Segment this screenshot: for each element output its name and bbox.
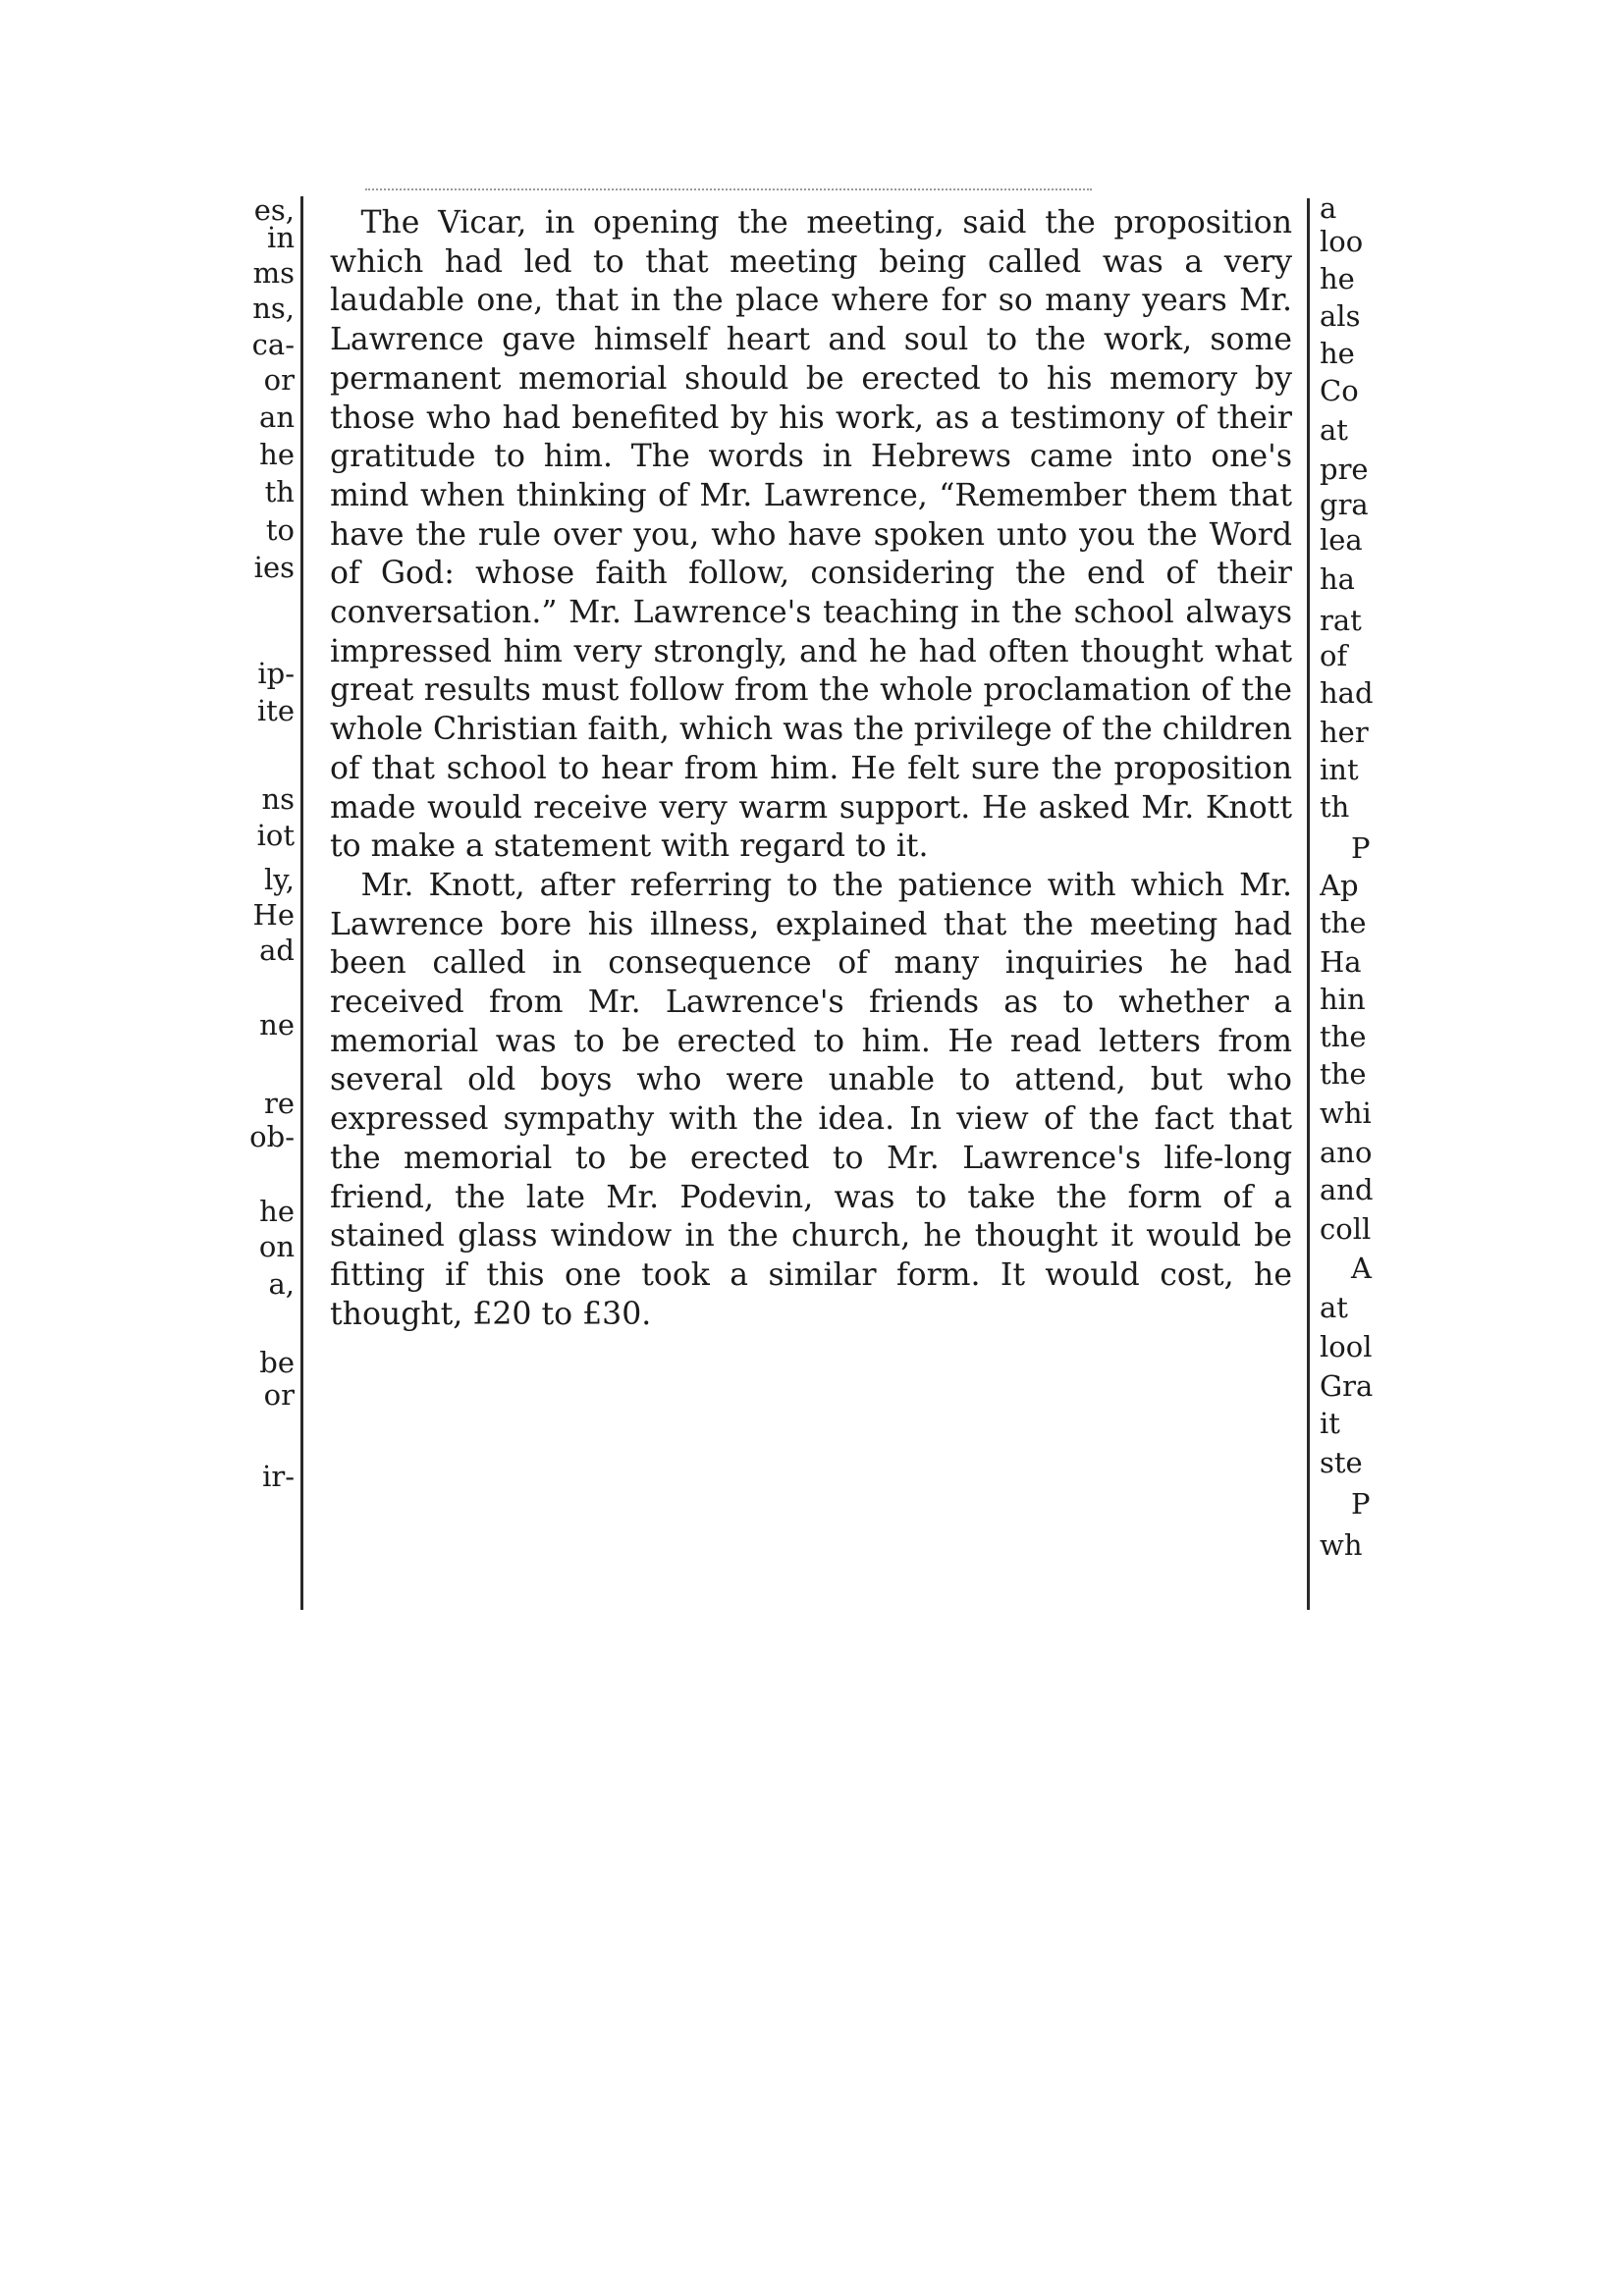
left-fragment-text: ne <box>259 1008 295 1041</box>
right-fragment-text: Gra <box>1320 1369 1374 1403</box>
left-fragment-text: ca- <box>251 328 295 361</box>
article-paragraph: The Vicar, in opening the meeting, said the proposition which had led to that meeting being called was a very laudable one, that in the place where for so many years Mr. Lawrence gave himself heart and soul to the work, some permanent memorial should be erected to his memory by those who had benefited by his work, as a testimony of their gratitude to him. The words in Hebrews came into one's mind when thinking of Mr. Lawrence, “Remember them that have the rule over you, who have spoken unto you the Word of God: whose faith follow, considering the end of their conversation.” Mr. Lawrence's teaching in the school always impressed him very strongly, and he had often thought what great results must follow from the whole proclamation of the whole Christian faith, which was the privilege of the children of that school to hear from him. He felt sure the proposition made would receive very warm support. He asked Mr. Knott to make a statement with regard to it. <box>330 205 1292 865</box>
right-fragment-text: ha <box>1320 562 1355 596</box>
right-fragment-text: whi <box>1320 1096 1372 1130</box>
right-fragment-text: at <box>1320 1291 1348 1324</box>
right-fragment-text: Co <box>1320 374 1359 407</box>
right-fragment-text: lea <box>1320 523 1363 557</box>
left-fragment-text: re <box>263 1087 295 1120</box>
left-fragment-text: es, <box>253 193 295 227</box>
right-fragment-text: ano <box>1320 1136 1373 1169</box>
right-fragment-text: pre <box>1320 453 1369 486</box>
left-fragment-text: or <box>263 1378 295 1412</box>
column-rule-right <box>1307 198 1310 1610</box>
left-fragment-text: he <box>259 438 295 471</box>
article-paragraph: Mr. Knott, after referring to the patience with which Mr. Lawrence bore his illness, explained that the meeting had been called in consequence of many inquiries he had received from Mr. Lawrence's friends as to whether a memorial was to be erected to him. He read letters from several old boys who were unable to attend, but who expressed sympathy with the idea. In view of the fact that the memorial to be erected to Mr. Lawrence's life-long friend, the late Mr. Podevin, was to take the form of a stained glass window in the church, he thought it would be fitting if this one took a similar form. It would cost, he thought, £20 to £30. <box>330 867 1292 1332</box>
left-fragment-text: to <box>265 513 295 547</box>
right-fragment-text: it <box>1320 1407 1340 1440</box>
right-fragment-text: A <box>1351 1252 1372 1285</box>
right-fragment-text: had <box>1320 676 1374 710</box>
right-fragment-text: loo <box>1320 225 1364 258</box>
left-fragment-text: be <box>259 1346 295 1379</box>
left-fragment-text: ns <box>261 782 295 816</box>
right-fragment-text: he <box>1320 337 1355 370</box>
right-fragment-text: wh <box>1320 1528 1363 1562</box>
left-fragment-text: ir- <box>262 1460 295 1493</box>
left-fragment-text: ies <box>253 551 295 584</box>
left-fragment-text: He <box>252 898 295 932</box>
top-edge-specks <box>365 188 1092 196</box>
left-fragment-text: ob- <box>249 1120 295 1153</box>
left-fragment-text: ns, <box>252 292 295 325</box>
right-fragment-text: of <box>1320 639 1348 672</box>
right-fragment-text: P <box>1351 831 1371 865</box>
left-fragment-text: in <box>267 221 295 254</box>
left-fragment-text: iot <box>256 819 295 852</box>
left-fragment-text: ite <box>256 694 295 727</box>
right-fragment-text: at <box>1320 413 1348 447</box>
right-fragment-text: hin <box>1320 983 1366 1016</box>
right-fragment-text: coll <box>1320 1212 1372 1246</box>
right-fragment-text: Ap <box>1320 869 1359 902</box>
right-fragment-text: int <box>1320 753 1359 786</box>
article-body <box>330 204 1292 1334</box>
right-fragment-text: als <box>1320 299 1361 333</box>
left-fragment-text: th <box>264 475 295 508</box>
left-fragment-text: on <box>258 1230 295 1263</box>
right-fragment-text: and <box>1320 1173 1374 1206</box>
left-fragment-text: he <box>259 1195 295 1228</box>
right-column-fragment <box>1320 187 1394 1615</box>
left-fragment-text: ly, <box>263 863 295 896</box>
right-fragment-text: the <box>1320 906 1367 939</box>
right-fragment-text: her <box>1320 716 1369 749</box>
left-fragment-text: or <box>263 363 295 397</box>
right-fragment-text: ste <box>1320 1446 1363 1479</box>
right-fragment-text: he <box>1320 262 1355 295</box>
right-fragment-text: rat <box>1320 604 1362 637</box>
right-fragment-text: lool <box>1320 1330 1373 1363</box>
left-fragment-text: a, <box>268 1267 295 1301</box>
newspaper-clipping <box>240 187 1394 1615</box>
column-rule-left <box>300 196 303 1610</box>
right-fragment-text: the <box>1320 1057 1367 1091</box>
right-fragment-text: gra <box>1320 488 1369 521</box>
right-fragment-text: a <box>1320 191 1337 225</box>
left-fragment-text: ad <box>259 934 295 967</box>
right-fragment-text: Ha <box>1320 945 1362 979</box>
left-fragment-text: ip- <box>257 657 295 690</box>
right-fragment-text: P <box>1351 1487 1371 1521</box>
right-fragment-text: the <box>1320 1020 1367 1053</box>
left-fragment-text: ms <box>252 256 295 290</box>
left-fragment-text: an <box>259 400 295 434</box>
left-column-fragment <box>240 187 295 1615</box>
right-fragment-text: th <box>1320 790 1350 824</box>
